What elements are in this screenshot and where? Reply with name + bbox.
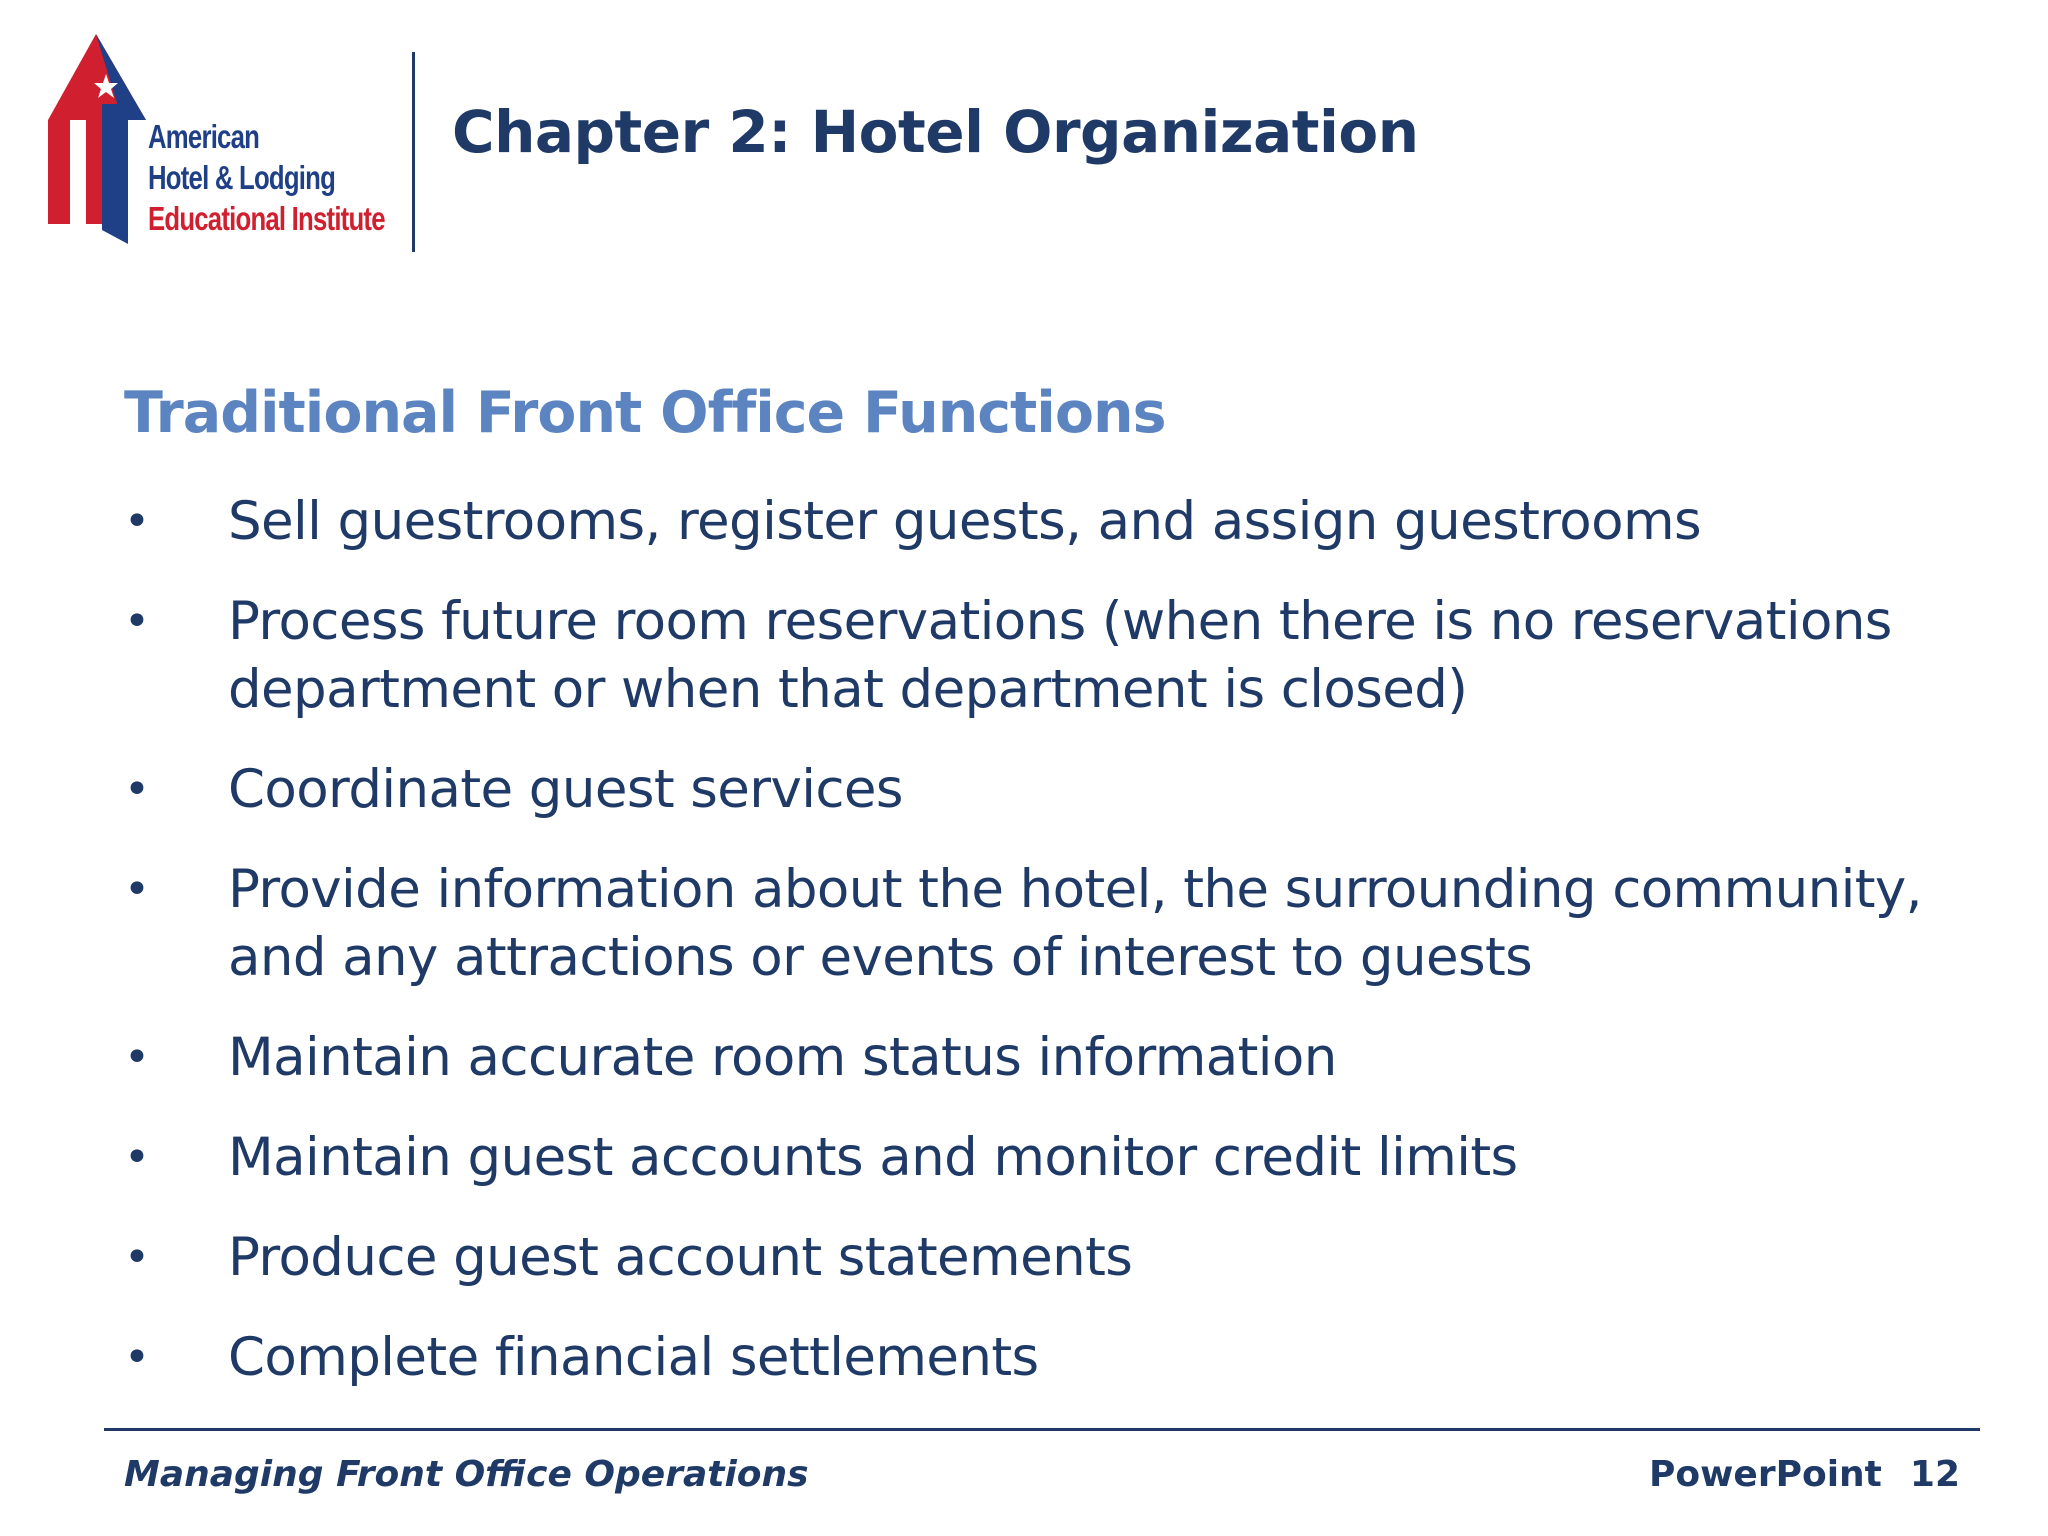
bullet-item <box>124 856 1964 992</box>
section-heading: Traditional Front Office Functions <box>124 380 1166 446</box>
bullet-text: Process future room reservations (when there is no reservations department or when that department is closed) <box>228 591 1892 720</box>
logo-wordmark <box>148 116 385 239</box>
bullet-item <box>124 488 1964 556</box>
footer-powerpoint-label: PowerPoint <box>1649 1454 1882 1495</box>
bullet-text: Maintain accurate room status information <box>228 1027 1337 1088</box>
ahlei-logo <box>48 34 388 244</box>
bullet-text: Coordinate guest services <box>228 759 903 820</box>
bullet-dot-icon: • <box>124 596 150 647</box>
bullet-item <box>124 588 1964 724</box>
bullet-dot-icon: • <box>124 1032 150 1083</box>
bullet-text: Produce guest account statements <box>228 1227 1133 1288</box>
bullet-dot-icon: • <box>124 1232 150 1283</box>
bullet-dot-icon: • <box>124 496 150 547</box>
chapter-title: Chapter 2: Hotel Organization <box>452 98 1419 166</box>
bullet-text: Complete financial settlements <box>228 1327 1039 1388</box>
bullet-list <box>124 488 1964 1424</box>
bullet-text: Maintain guest accounts and monitor credit limits <box>228 1127 1518 1188</box>
page-number: 12 <box>1909 1454 1960 1495</box>
bullet-dot-icon: • <box>124 764 150 815</box>
footer-divider <box>104 1428 1980 1431</box>
bullet-item <box>124 1124 1964 1192</box>
bullet-dot-icon: • <box>124 1332 150 1383</box>
footer-right <box>1649 1454 1960 1495</box>
bullet-dot-icon: • <box>124 1132 150 1183</box>
bullet-text: Sell guestrooms, register guests, and assign guestrooms <box>228 491 1701 552</box>
bullet-text: Provide information about the hotel, the surrounding community, and any attractions or events of interest to guests <box>228 859 1922 988</box>
footer-book-title: Managing Front Office Operations <box>124 1454 809 1495</box>
logo-line-1: American <box>148 118 260 155</box>
logo-line-2: Hotel & Lodging <box>148 159 336 196</box>
logo-line-3: Educational Institute <box>148 200 385 237</box>
bullet-item <box>124 1224 1964 1292</box>
bullet-item <box>124 1024 1964 1092</box>
bullet-item <box>124 756 1964 824</box>
header-divider <box>412 52 415 252</box>
bullet-dot-icon: • <box>124 864 150 915</box>
bullet-item <box>124 1324 1964 1392</box>
